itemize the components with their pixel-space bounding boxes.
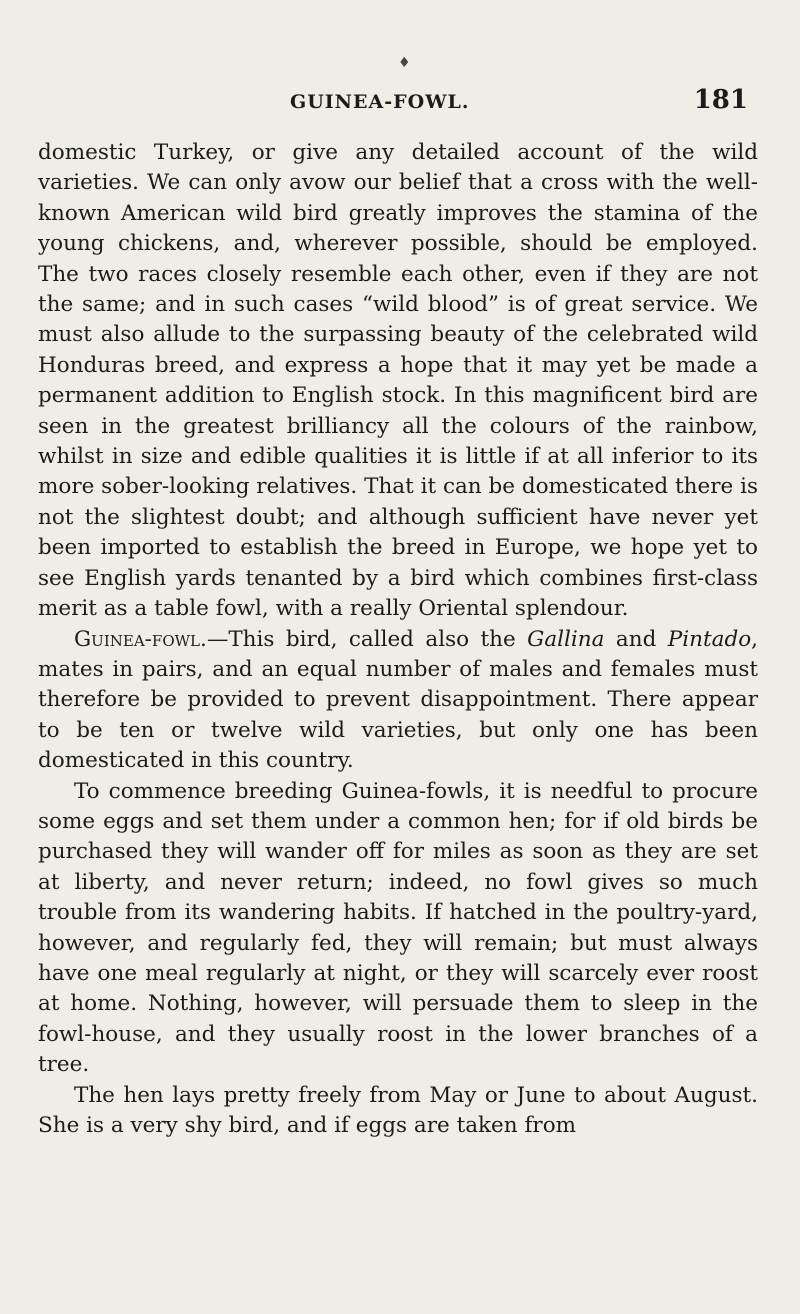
running-title: GUINEA-FOWL. — [290, 91, 470, 113]
paragraph-laying: The hen lays pretty freely from May or June to about August. She is a very shy bird, and if eggs are taken from — [38, 1082, 758, 1138]
term-gallina: Gallina — [527, 626, 605, 652]
paragraph-text: , mates in pairs, and an equal number of males and females must therefore be provided to prevent disappointment. There appear to be ten or twelve wild varieties, but only one has been domesticated in this country. — [38, 626, 758, 774]
term-pintado: Pintado — [667, 626, 752, 652]
paragraph-text: and — [604, 626, 668, 652]
running-head — [40, 84, 760, 124]
paragraph-text: —This bird, called also the — [206, 626, 528, 652]
printer-mark: ♦ — [398, 55, 411, 71]
body-text — [38, 138, 758, 1141]
paragraph-breeding: To commence breeding Guinea-fowls, it is needful to procure some eggs and set them under a common hen; for if old birds be purchased they will wander off for miles as soon as they are set at liberty, and never return; indeed, no fowl gives so much trouble from its wandering habits. If hatched in the poultry-yard, however, and regularly fed, they will remain; but must always have one meal regularly at night, or they will scarcely ever roost at home. Nothing, however, will persuade them to sleep in the fowl-house, and they usually roost in the lower branches of a tree. — [38, 778, 758, 1078]
paragraph-guinea-fowl — [38, 625, 758, 777]
page-number: 181 — [693, 85, 748, 115]
section-heading-guinea-fowl: Guinea-fowl. — [74, 626, 207, 652]
paragraph-turkey-continued: domestic Turkey, or give any detailed account of the wild varieties. We can only avow our belief that a cross with the well-known American wild bird greatly improves the stamina of the young chickens, and, wherever possible, should be employed. The two races closely resemble each other, even if they are not the same; and in such cases “wild blood” is of great service. We must also allude to the surpassing beauty of the celebrated wild Honduras breed, and express a hope that it may yet be made a permanent addition to English stock. In this magnificent bird are seen in the greatest brilliancy all the colours of the rainbow, whilst in size and edible qualities it is little if at all inferior to its more sober-looking relatives. That it can be domesticated there is not the slightest doubt; and although sufficient have never yet been imported to establish the breed in Europe, we hope yet to see English yards tenanted by a bird which combines first-class merit as a table fowl, with a really Oriental splendour. — [38, 140, 758, 622]
